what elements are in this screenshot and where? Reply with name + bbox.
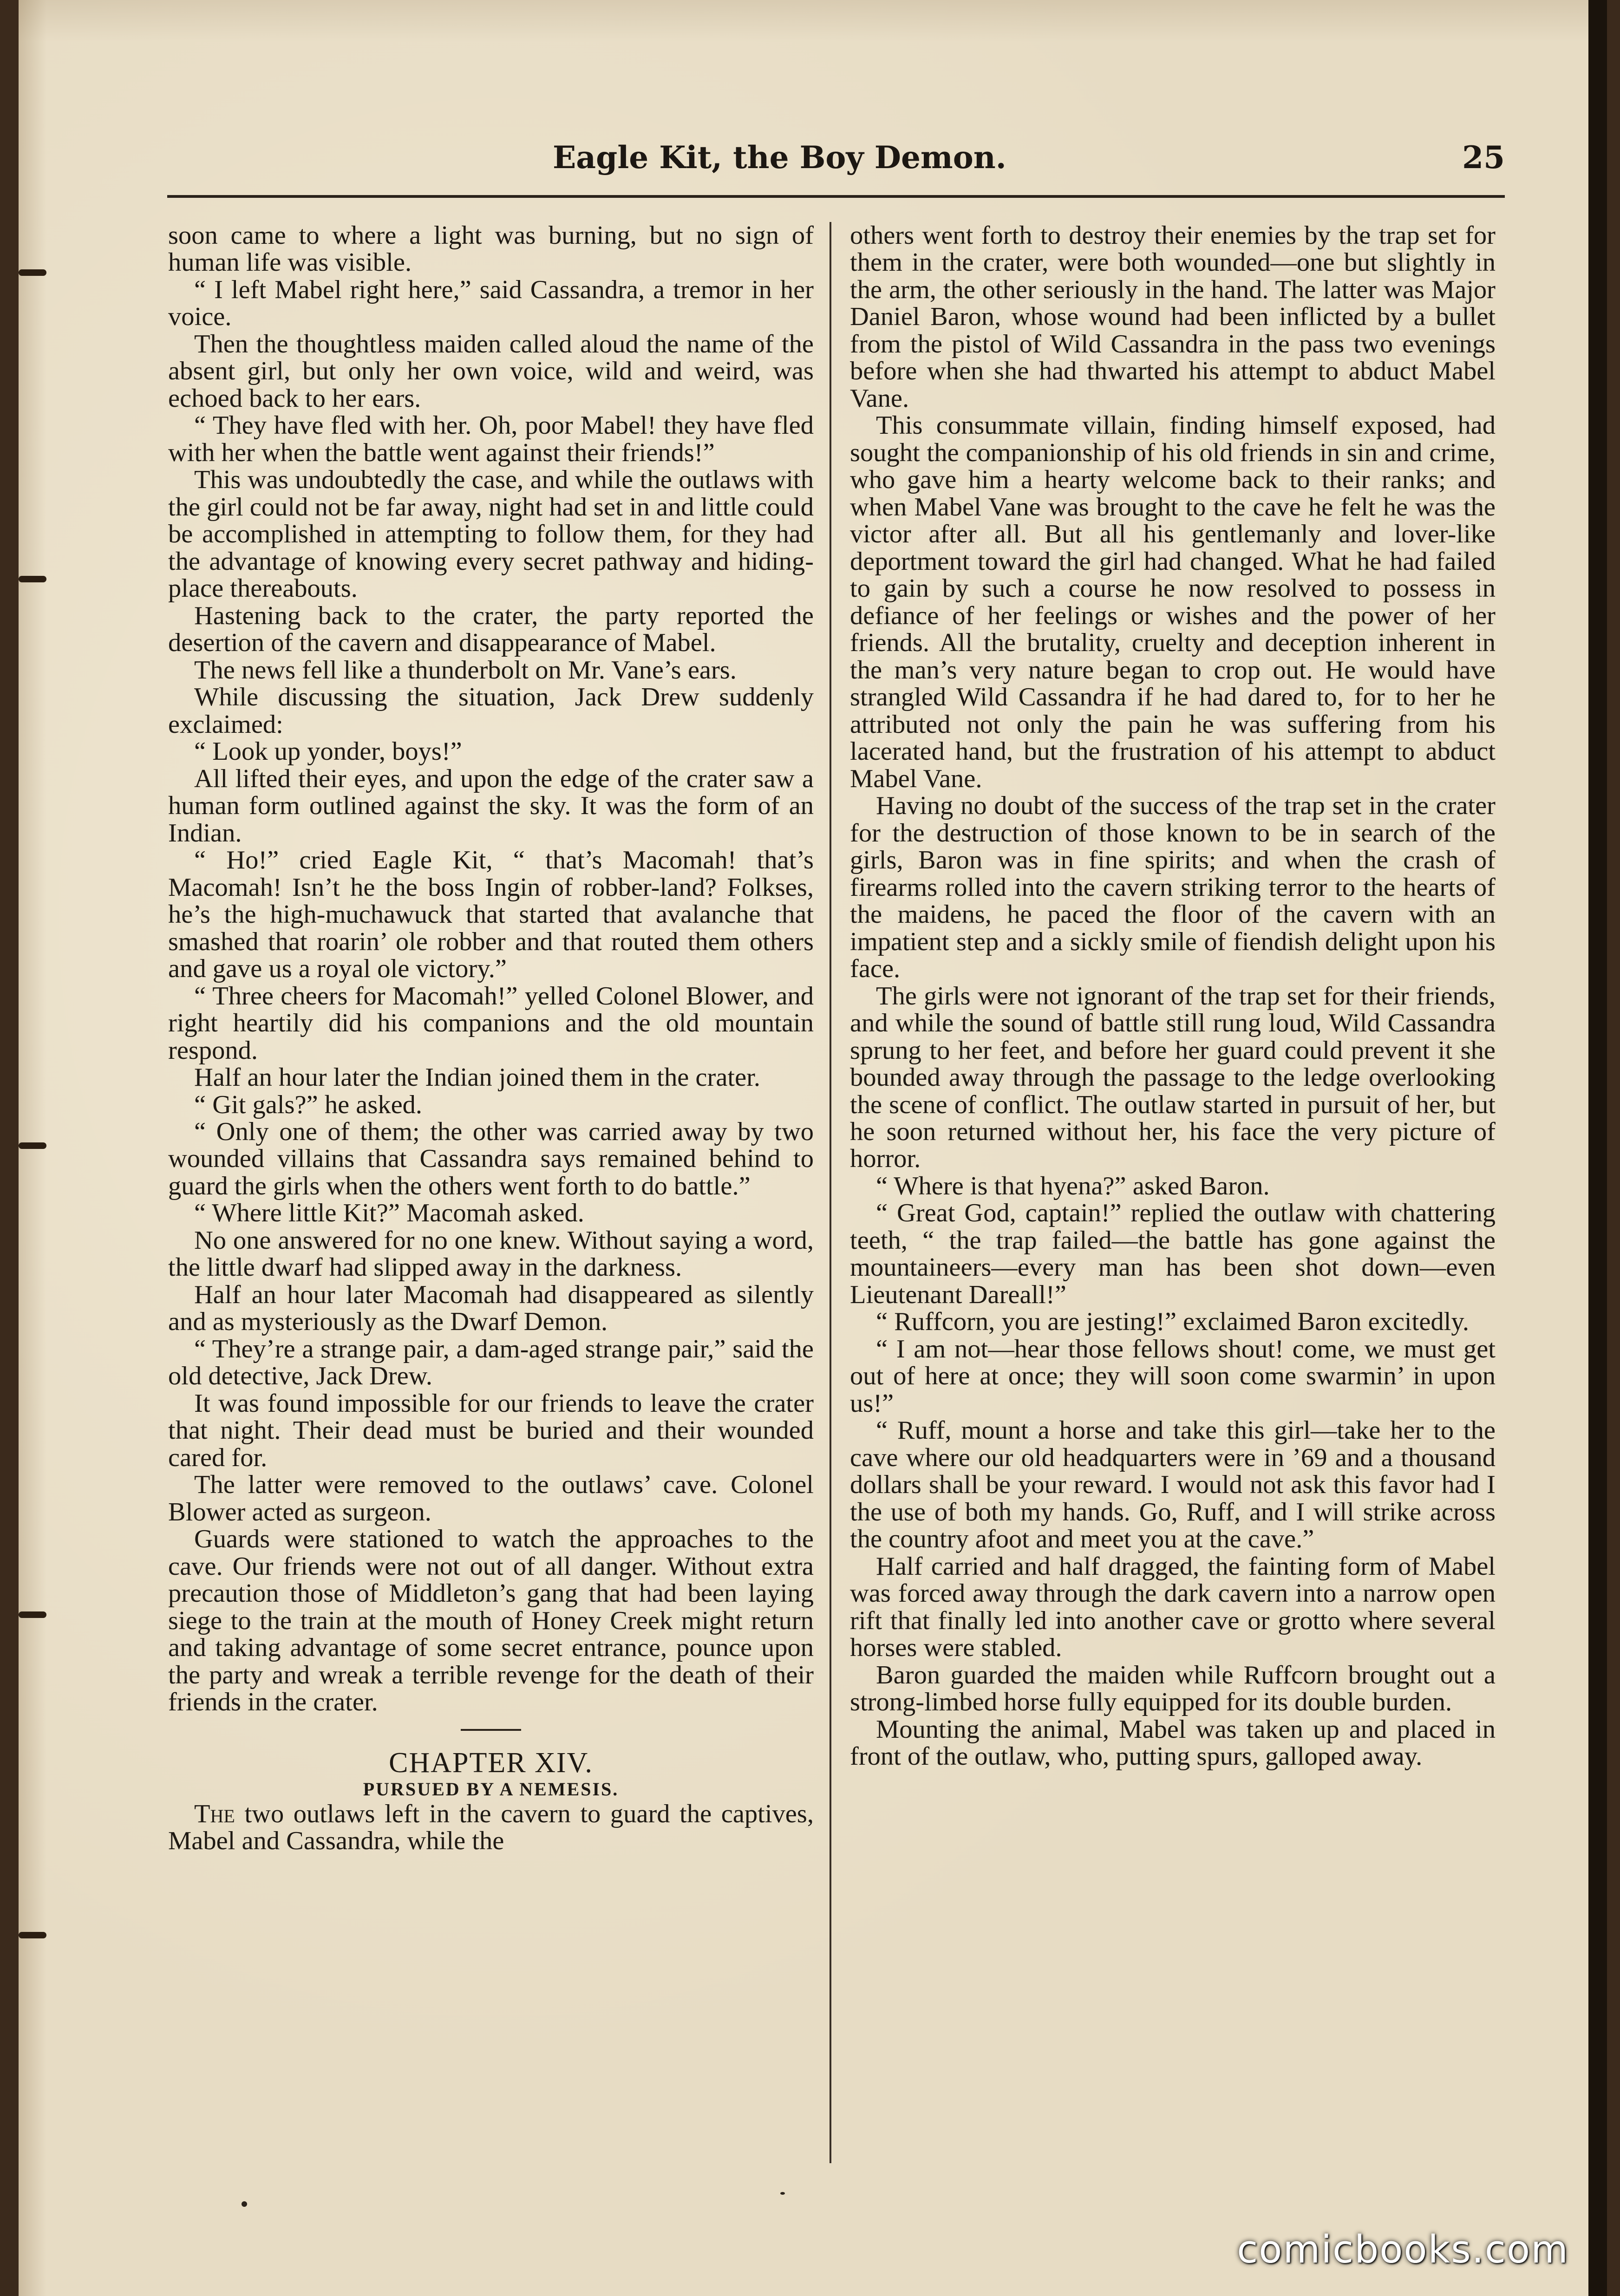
paragraph: This consummate villain, finding himself exposed, had sought the companionship of his old friends in sin and crime, who gave him a hearty welcome back to their ranks; and when Mabel Vane was brought to the cave he felt he was the victor after all. But all his gentlemanly and lover-like deportment toward the girl had changed. What he had failed to gain by such a course he now resolved to possess in defiance of her feelings or wishes and the power of her friends. All the brutality, cruelty and deception inherent in the man’s very nature began to crop out. He would have strangled Wild Cassandra if he had dared to, for to her he attributed not only the pain he was suffering from his lacerated hand, but the frustration of his attempt to abduct Mabel Vane. (850, 411, 1496, 793)
left-paragraphs (168, 222, 814, 1716)
chapter-divider (461, 1729, 521, 1731)
paragraph: This was undoubtedly the case, and while the outlaws with the girl could not be far away, night had set in and little could be accomplished in attempting to follow them, for they had the advantage of knowing every secret pathway and hiding-place thereabouts. (168, 465, 814, 603)
chapter-lead-word: The (194, 1799, 235, 1828)
paragraph: No one answered for no one knew. Without saying a word, the little dwarf had slipped away in the darkness. (168, 1226, 814, 1282)
ink-speck (780, 2192, 785, 2195)
paragraph: Guards were stationed to watch the approaches to the cave. Our friends were not out of all danger. Without extra precaution those of Middleton’s gang that had been laying siege to the train at the mouth of Honey Creek might return and taking advantage of some secret entrance, pounce upon the party and wreak a terrible revenge for the death of their friends in the crater. (168, 1525, 814, 1717)
paragraph: “ I am not—hear those fellows shout! come, we must get out of here at once; they will soon come swarmin’ in upon us!” (850, 1334, 1496, 1418)
paragraph: others went forth to destroy their enemies by the trap set for them in the crater, were both wounded—one but slightly in the arm, the other seriously in the hand. The latter was Major Daniel Baron, whose wound had been inflicted by a bullet from the pistol of Wild Cassandra in the pass two evenings before when she had thwarted his attempt to abduct Mabel Vane. (850, 221, 1496, 413)
paragraph: “ Where little Kit?” Macomah asked. (194, 1199, 584, 1228)
binding-stitch (19, 1932, 46, 1938)
binding-stitch (19, 269, 46, 276)
ink-speck (242, 2201, 247, 2207)
page-number: 25 (1462, 139, 1505, 176)
magazine-page (19, 0, 1607, 2296)
paragraph: “ Ho!” cried Eagle Kit, “ that’s Macomah! that’s Macomah! Isn’t he the boss Ingin of robber-land? Folkses, he’s the high-muchawuck that started that avalanche that smashed that roarin’ ole robber and that routed them others and gave us a royal ole victory.” (168, 846, 814, 984)
paragraph: Half carried and half dragged, the fainting form of Mabel was forced away through the dark cavern into a narrow open rift that finally led into another cave or grotto where several horses were stabled. (850, 1552, 1496, 1663)
chapter-subtitle: PURSUED BY A NEMESIS. (363, 1778, 619, 1800)
paragraph: “ Ruffcorn, you are jesting!” exclaimed Baron excitedly. (876, 1307, 1470, 1337)
right-column (850, 222, 1496, 1770)
paragraph: The news fell like a thunderbolt on Mr. Vane’s ears. (194, 655, 737, 685)
header-rule (167, 195, 1505, 198)
paragraph: All lifted their eyes, and upon the edge of the crater saw a human form outlined against the sky. It was the form of an Indian. (168, 764, 814, 848)
running-title: Eagle Kit, the Boy Demon. (553, 139, 1006, 176)
left-column (168, 222, 814, 1855)
chapter-opening-paragraph (168, 1800, 814, 1855)
chapter-opening-text: two outlaws left in the cavern to guard the captives, Mabel and Cassandra, while the (168, 1799, 814, 1856)
paragraph: Baron guarded the maiden while Ruffcorn brought out a strong-limbed horse fully equipped for its double burden. (850, 1660, 1496, 1717)
paragraph: “ They’re a strange pair, a dam-aged strange pair,” said the old detective, Jack Drew. (168, 1334, 814, 1391)
paragraph: “ I left Mabel right here,” said Cassandra, a tremor in her voice. (168, 275, 814, 332)
column-divider (830, 222, 831, 2163)
paragraph: Having no doubt of the success of the trap set in the crater for the destruction of those known to be in search of the girls, Baron was in fine spirits; and when the crash of firearms rolled into the cavern striking terror to the hearts of the maidens, he paced the floor of the cavern with an impatient step and a sickly smile of fiendish delight upon his face. (850, 791, 1496, 984)
paragraph: “ Three cheers for Macomah!” yelled Colonel Blower, and right heartily did his companions and the old mountain respond. (168, 981, 814, 1065)
binding-stitch (19, 1142, 46, 1149)
paragraph: Half an hour later the Indian joined them in the crater. (194, 1063, 760, 1092)
paragraph: “ Only one of them; the other was carried away by two wounded villains that Cassandra says remained behind to guard the girls when the others went forth to do battle.” (168, 1117, 814, 1200)
paragraph: Half an hour later Macomah had disappeared as silently and as mysteriously as the Dwarf Demon. (168, 1280, 814, 1337)
paragraph: soon came to where a light was burning, but no sign of human life was visible. (168, 221, 814, 277)
paragraph: The latter were removed to the outlaws’ cave. Colonel Blower acted as surgeon. (168, 1470, 814, 1526)
paragraph: “ They have fled with her. Oh, poor Mabel! they have fled with her when the battle went against their friends!” (168, 411, 814, 467)
watermark-logo: comicbooks.com (1237, 2228, 1569, 2272)
right-paragraphs (850, 222, 1496, 1770)
paragraph: “ Ruff, mount a horse and take this girl—take her to the cave where our old headquarters were in ’69 and a thousand dollars shall be your reward. I would not ask this favor had I the use of both my hands. Go, Ruff, and I will strike across the country afoot and meet you at the cave.” (850, 1416, 1496, 1554)
paragraph: The girls were not ignorant of the trap set for their friends, and while the sound of battle still rung loud, Wild Cassandra sprung to her feet, and before her guard could prevent it she bounded away through the passage to the ledge overlooking the scene of conflict. The outlaw started in pursuit of her, but he soon returned without her, his face the very picture of horror. (850, 981, 1496, 1174)
paragraph: Then the thoughtless maiden called aloud the name of the absent girl, but only her own voice, wild and weird, was echoed back to her ears. (168, 329, 814, 413)
paragraph: “ Git gals?” he asked. (194, 1090, 423, 1119)
paragraph: “ Great God, captain!” replied the outlaw with chattering teeth, “ the trap failed—the battle has gone against the mountaineers—every man has been shot down—even Lieutenant Dareall!” (850, 1199, 1496, 1309)
chapter-title: CHAPTER XIV. (389, 1747, 593, 1779)
paragraph: “ Where is that hyena?” asked Baron. (876, 1171, 1270, 1200)
paragraph: Mounting the animal, Mabel was taken up and placed in front of the outlaw, who, putting spurs, galloped away. (850, 1715, 1496, 1771)
paragraph: While discussing the situation, Jack Drew suddenly exclaimed: (168, 683, 814, 739)
binding-stitch (19, 1611, 46, 1618)
page-header (167, 139, 1505, 181)
paragraph: It was found impossible for our friends to leave the crater that night. Their dead must be buried and their wounded cared for. (168, 1389, 814, 1472)
paragraph: Hastening back to the crater, the party reported the desertion of the cavern and disappearance of Mabel. (168, 601, 814, 658)
binding-stitch (19, 576, 46, 582)
page-edge-shadow (1588, 0, 1607, 2296)
paragraph: “ Look up yonder, boys!” (194, 737, 462, 766)
